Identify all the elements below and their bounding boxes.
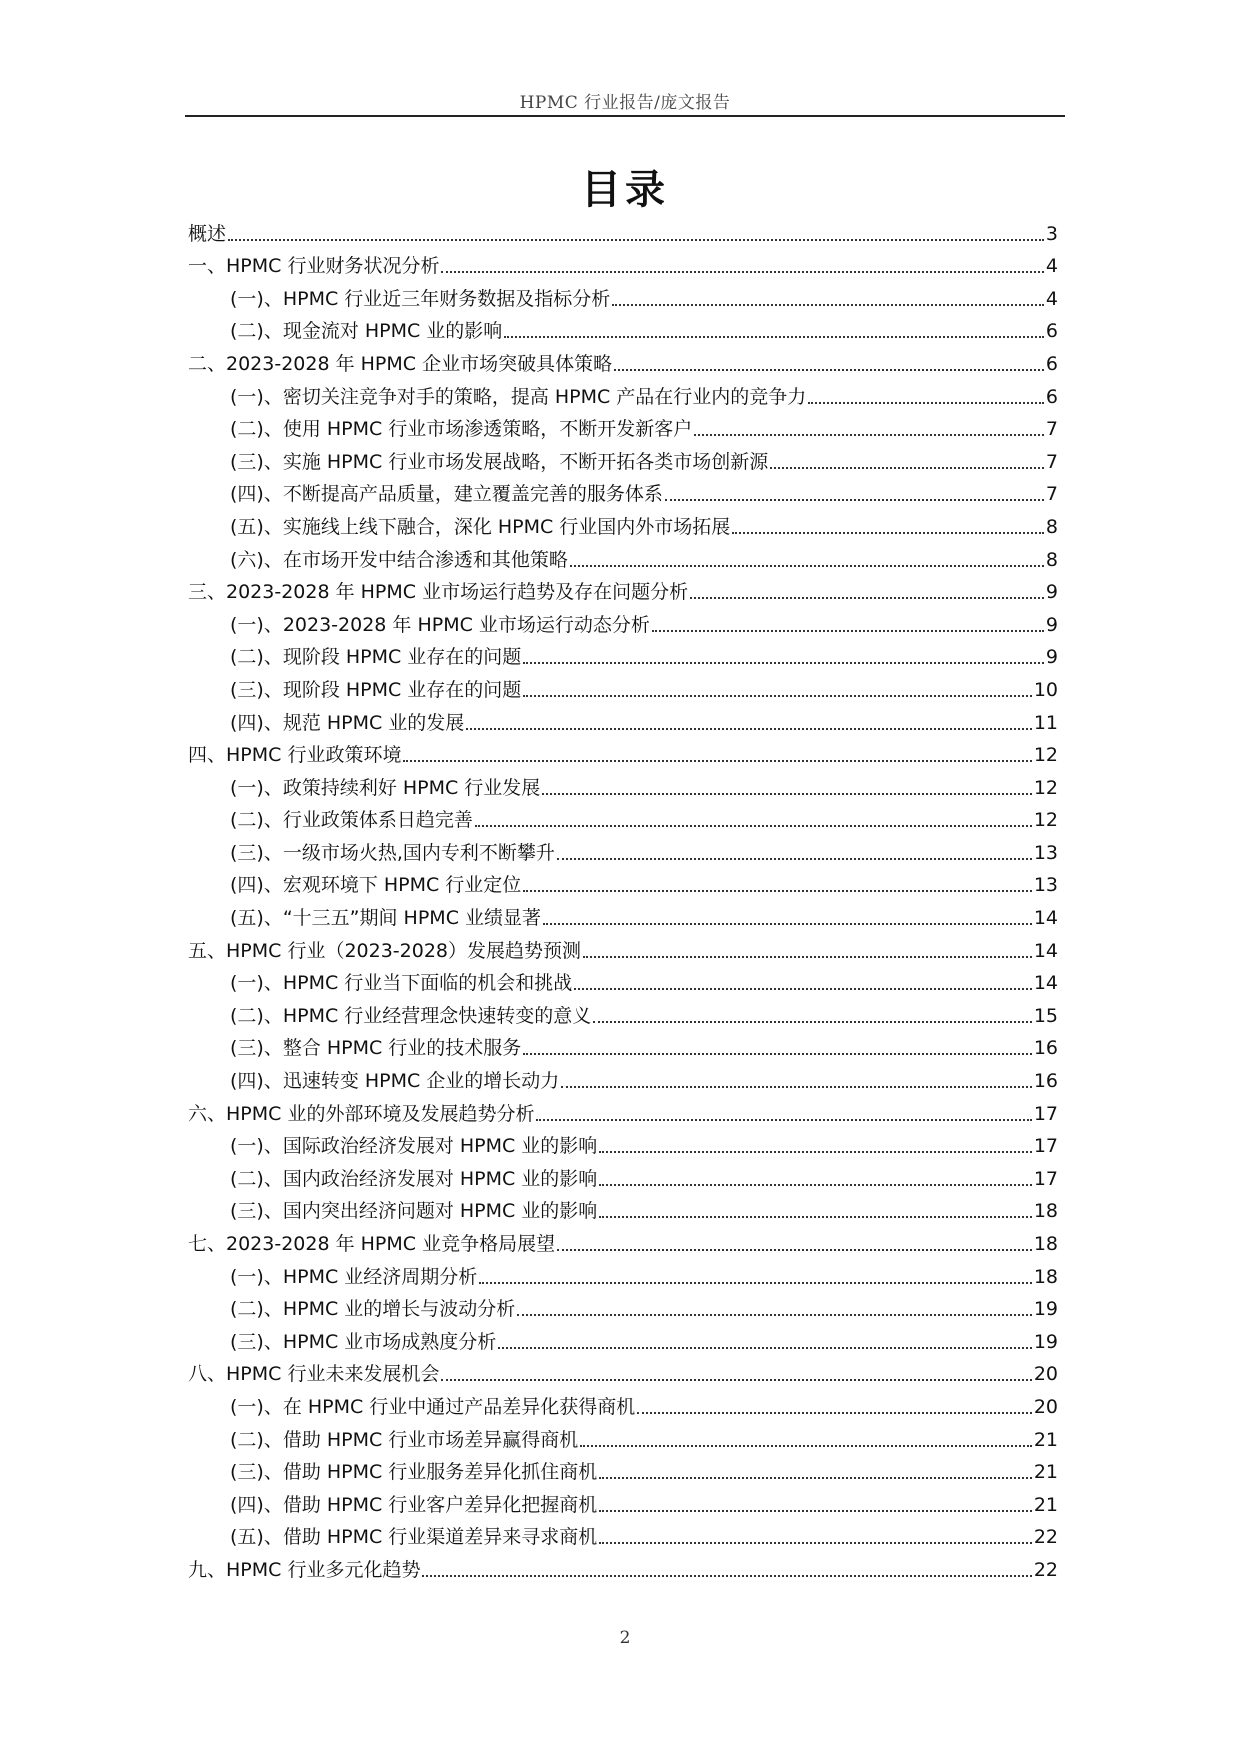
- toc-section-entry[interactable]: [188, 703, 1058, 736]
- dot-leader: [574, 987, 1032, 990]
- page-number: 2: [619, 1628, 631, 1648]
- toc-entry-page: 17: [1033, 1102, 1058, 1125]
- toc-entry-title: 二、2023-2028 年 HPMC 企业市场突破具体策略: [188, 352, 613, 375]
- dot-leader: [475, 824, 1032, 827]
- toc-entry-title: (二)、使用 HPMC 行业市场渗透策略，不断开发新客户: [230, 418, 693, 441]
- toc-section-entry[interactable]: [188, 410, 1058, 443]
- toc-entry-page: 9: [1045, 581, 1058, 604]
- dot-leader: [441, 1378, 1031, 1381]
- toc-entry-page: 3: [1045, 222, 1058, 245]
- toc-entry-page: 6: [1045, 352, 1058, 375]
- toc-section-entry[interactable]: [188, 1127, 1058, 1160]
- toc-entry-page: 16: [1033, 1070, 1058, 1093]
- dot-leader: [580, 1444, 1032, 1447]
- toc-entry-page: 11: [1033, 711, 1058, 734]
- toc-chapter-entry[interactable]: [188, 1224, 1058, 1257]
- toc-entry-title: (一)、政策持续利好 HPMC 行业发展: [230, 776, 541, 799]
- toc-entry-title: (四)、宏观环境下 HPMC 行业定位: [230, 874, 522, 897]
- toc-entry-title: (六)、在市场开发中结合渗透和其他策略: [230, 548, 568, 571]
- toc-entry-title: (四)、不断提高产品质量，建立覆盖完善的服务体系: [230, 483, 663, 506]
- toc-entry-title: (四)、借助 HPMC 行业客户差异化把握商机: [230, 1493, 598, 1516]
- toc-entry-title: (三)、现阶段 HPMC 业存在的问题: [230, 678, 522, 701]
- dot-leader: [523, 694, 1032, 697]
- toc-entry-page: 12: [1033, 744, 1058, 767]
- toc-entry-page: 14: [1033, 907, 1058, 930]
- dot-leader: [583, 955, 1032, 958]
- toc-section-entry[interactable]: [188, 1257, 1058, 1290]
- dot-leader: [599, 1215, 1032, 1218]
- toc-section-entry[interactable]: [188, 898, 1058, 931]
- dot-leader: [694, 433, 1044, 436]
- toc-entry-page: 20: [1033, 1395, 1058, 1418]
- toc-entry-page: 16: [1033, 1037, 1058, 1060]
- toc-entry-page: 17: [1033, 1167, 1058, 1190]
- toc-section-entry[interactable]: [188, 1029, 1058, 1062]
- toc-entry-page: 18: [1033, 1200, 1058, 1223]
- dot-leader: [612, 303, 1044, 306]
- toc-entry-page: 9: [1045, 646, 1058, 669]
- dot-leader: [557, 857, 1032, 860]
- toc-section-entry[interactable]: [188, 1061, 1058, 1094]
- dot-leader: [599, 1183, 1032, 1186]
- toc-entry-title: (三)、实施 HPMC 行业市场发展战略，不断开拓各类市场创新源: [230, 450, 769, 473]
- toc-chapter-entry[interactable]: [188, 573, 1058, 606]
- toc-chapter-entry[interactable]: [188, 931, 1058, 964]
- toc-section-entry[interactable]: [188, 1290, 1058, 1323]
- toc-section-entry[interactable]: [188, 279, 1058, 312]
- dot-leader: [504, 335, 1044, 338]
- dot-leader: [228, 238, 1044, 241]
- toc-entry-page: 18: [1033, 1233, 1058, 1255]
- dot-leader: [665, 498, 1044, 501]
- dot-leader: [637, 1411, 1032, 1414]
- toc-chapter-entry[interactable]: [188, 1550, 1058, 1583]
- toc-section-entry[interactable]: [188, 377, 1058, 410]
- toc-section-entry[interactable]: [188, 996, 1058, 1029]
- toc-entry-title: (五)、实施线上线下融合，深化 HPMC 行业国内外市场拓展: [230, 515, 731, 538]
- dot-leader: [523, 661, 1044, 664]
- toc-entry-page: 9: [1045, 613, 1058, 636]
- toc-entry-title: (一)、HPMC 行业近三年财务数据及指标分析: [230, 287, 611, 310]
- toc-entry-title: (二)、行业政策体系日趋完善: [230, 809, 473, 832]
- dot-leader: [498, 1346, 1032, 1349]
- toc-entry-page: 14: [1033, 939, 1058, 962]
- toc-entry-title: (二)、HPMC 业的增长与波动分析: [230, 1298, 516, 1321]
- toc-entry-page: 15: [1033, 1004, 1058, 1027]
- toc-entry-title: (一)、国际政治经济发展对 HPMC 业的影响: [230, 1135, 598, 1158]
- toc-entry-page: 17: [1033, 1135, 1058, 1158]
- toc-section-entry[interactable]: [188, 312, 1058, 345]
- toc-entry-page: 4: [1045, 287, 1058, 310]
- toc-entry-page: 8: [1045, 548, 1058, 571]
- dot-leader: [570, 564, 1044, 567]
- toc-entry-title: 一、HPMC 行业财务状况分析: [188, 255, 440, 278]
- toc-entry-page: 8: [1045, 515, 1058, 538]
- toc-section-entry[interactable]: [188, 540, 1058, 573]
- toc-title: 目录: [581, 167, 669, 213]
- toc-chapter-entry[interactable]: [188, 247, 1058, 280]
- toc-entry-title: 八、HPMC 行业未来发展机会: [188, 1363, 440, 1386]
- toc-entry-title: 概述: [188, 222, 227, 245]
- toc-entry-page: 6: [1045, 320, 1058, 343]
- toc-section-entry[interactable]: [188, 638, 1058, 671]
- toc-entry-title: (一)、密切关注竞争对手的策略，提高 HPMC 产品在行业内的竞争力: [230, 385, 807, 408]
- toc-entry-title: (三)、HPMC 业市场成熟度分析: [230, 1330, 497, 1353]
- toc-section-entry[interactable]: [188, 1387, 1058, 1420]
- dot-leader: [808, 401, 1044, 404]
- toc-entry-title: (二)、HPMC 行业经营理念快速转变的意义: [230, 1004, 592, 1027]
- dot-leader: [593, 1020, 1032, 1023]
- toc-entry-page: 19: [1033, 1330, 1058, 1353]
- dot-leader: [536, 1118, 1031, 1121]
- toc-entry-title: (一)、在 HPMC 行业中通过产品差异化获得商机: [230, 1395, 636, 1418]
- dot-leader: [441, 270, 1043, 273]
- toc-entry-page: 22: [1033, 1558, 1058, 1581]
- toc-entry-title: 六、HPMC 业的外部环境及发展趋势分析: [188, 1102, 535, 1125]
- toc-chapter-entry[interactable]: [188, 344, 1058, 377]
- dot-leader: [690, 596, 1044, 599]
- dot-leader: [599, 1541, 1032, 1544]
- toc-entry-page: 6: [1045, 385, 1058, 408]
- toc-entry-page: 21: [1033, 1461, 1058, 1484]
- dot-leader: [517, 1313, 1032, 1316]
- dot-leader: [599, 1476, 1032, 1479]
- toc-entry-title: (三)、一级市场火热,国内专利不断攀升: [230, 841, 555, 864]
- toc-section-entry[interactable]: [188, 1420, 1058, 1453]
- dot-leader: [403, 759, 1031, 762]
- header-divider: [185, 115, 1065, 117]
- toc-entry-title: 三、2023-2028 年 HPMC 业市场运行趋势及存在问题分析: [188, 581, 689, 604]
- toc-section-entry[interactable]: [188, 768, 1058, 801]
- toc-entry-page: 13: [1033, 841, 1058, 864]
- toc-entry-title: (三)、国内突出经济问题对 HPMC 业的影响: [230, 1200, 598, 1223]
- toc-entry-page: 12: [1033, 776, 1058, 799]
- page-header: HPMC 行业报告/庞文报告: [519, 93, 731, 113]
- toc-entry-page: 12: [1033, 809, 1058, 832]
- toc-entry-title: 九、HPMC 行业多元化趋势: [188, 1558, 421, 1581]
- toc-section-entry[interactable]: [188, 866, 1058, 899]
- toc-section-entry[interactable]: [188, 1159, 1058, 1192]
- toc-entry-title: (四)、规范 HPMC 业的发展: [230, 711, 465, 734]
- toc-entry-title: (二)、借助 HPMC 行业市场差异赢得商机: [230, 1428, 579, 1451]
- toc-entry-title: (一)、HPMC 行业当下面临的机会和挑战: [230, 972, 573, 995]
- dot-leader: [599, 1509, 1032, 1512]
- toc-section-entry[interactable]: [188, 442, 1058, 475]
- toc-entry-page: 13: [1033, 874, 1058, 897]
- toc-entry-page: 20: [1033, 1363, 1058, 1386]
- toc-entry-page: 10: [1033, 678, 1058, 701]
- dot-leader: [543, 922, 1032, 925]
- toc-entry-page: 19: [1033, 1298, 1058, 1321]
- toc-chapter-entry[interactable]: [188, 1094, 1058, 1127]
- toc-entry-title: (三)、整合 HPMC 行业的技术服务: [230, 1037, 522, 1060]
- toc-entry-page: 18: [1033, 1265, 1058, 1288]
- toc-entry-title: (四)、迅速转变 HPMC 企业的增长动力: [230, 1070, 560, 1093]
- toc-section-entry[interactable]: [188, 1518, 1058, 1551]
- toc-section-entry[interactable]: [188, 670, 1058, 703]
- toc-entry-page: 14: [1033, 972, 1058, 995]
- toc-entry-title: (二)、国内政治经济发展对 HPMC 业的影响: [230, 1167, 598, 1190]
- toc-section-entry[interactable]: [188, 1322, 1058, 1355]
- toc-entry-page: 4: [1045, 255, 1058, 278]
- toc-section-entry[interactable]: [188, 964, 1058, 997]
- toc-section-entry[interactable]: [188, 1192, 1058, 1225]
- dot-leader: [479, 1281, 1032, 1284]
- dot-leader: [652, 629, 1044, 632]
- toc-entry-title: (五)、“十三五”期间 HPMC 业绩显著: [230, 907, 541, 930]
- toc-entry-page: 22: [1033, 1526, 1058, 1549]
- toc-entry-page: 7: [1045, 418, 1058, 441]
- toc-section-entry[interactable]: [188, 1453, 1058, 1486]
- dot-leader: [523, 1052, 1032, 1055]
- dot-leader: [422, 1574, 1031, 1577]
- dot-leader: [732, 531, 1044, 534]
- toc-section-entry[interactable]: [188, 605, 1058, 638]
- dot-leader: [523, 889, 1032, 892]
- toc-entry-title: (三)、借助 HPMC 行业服务差异化抓住商机: [230, 1461, 598, 1484]
- dot-leader: [542, 792, 1032, 795]
- dot-leader: [770, 466, 1044, 469]
- toc-chapter-entry[interactable]: [188, 214, 1058, 247]
- dot-leader: [561, 1085, 1032, 1088]
- dot-leader: [614, 368, 1044, 371]
- table-of-contents: [188, 214, 1058, 1583]
- toc-section-entry[interactable]: [188, 833, 1058, 866]
- dot-leader: [466, 727, 1032, 730]
- toc-entry-page: 7: [1045, 450, 1058, 473]
- toc-entry-title: 五、HPMC 行业（2023-2028）发展趋势预测: [188, 939, 582, 962]
- toc-entry-page: 21: [1033, 1428, 1058, 1451]
- toc-entry-title: 七、2023-2028 年 HPMC 业竞争格局展望: [188, 1233, 556, 1255]
- toc-entry-page: 7: [1045, 483, 1058, 506]
- toc-section-entry[interactable]: [188, 475, 1058, 508]
- toc-chapter-entry[interactable]: [188, 1355, 1058, 1388]
- dot-leader: [557, 1248, 1032, 1251]
- toc-entry-title: (二)、现阶段 HPMC 业存在的问题: [230, 646, 522, 669]
- toc-entry-title: (五)、借助 HPMC 行业渠道差异来寻求商机: [230, 1526, 598, 1549]
- dot-leader: [599, 1150, 1032, 1153]
- toc-entry-title: (二)、现金流对 HPMC 业的影响: [230, 320, 503, 343]
- toc-entry-title: (一)、2023-2028 年 HPMC 业市场运行动态分析: [230, 613, 650, 636]
- toc-entry-title: 四、HPMC 行业政策环境: [188, 744, 402, 767]
- toc-entry-title: (一)、HPMC 业经济周期分析: [230, 1265, 478, 1288]
- toc-chapter-entry[interactable]: [188, 736, 1058, 769]
- toc-section-entry[interactable]: [188, 507, 1058, 540]
- toc-entry-page: 21: [1033, 1493, 1058, 1516]
- toc-section-entry[interactable]: [188, 1485, 1058, 1518]
- toc-section-entry[interactable]: [188, 801, 1058, 834]
